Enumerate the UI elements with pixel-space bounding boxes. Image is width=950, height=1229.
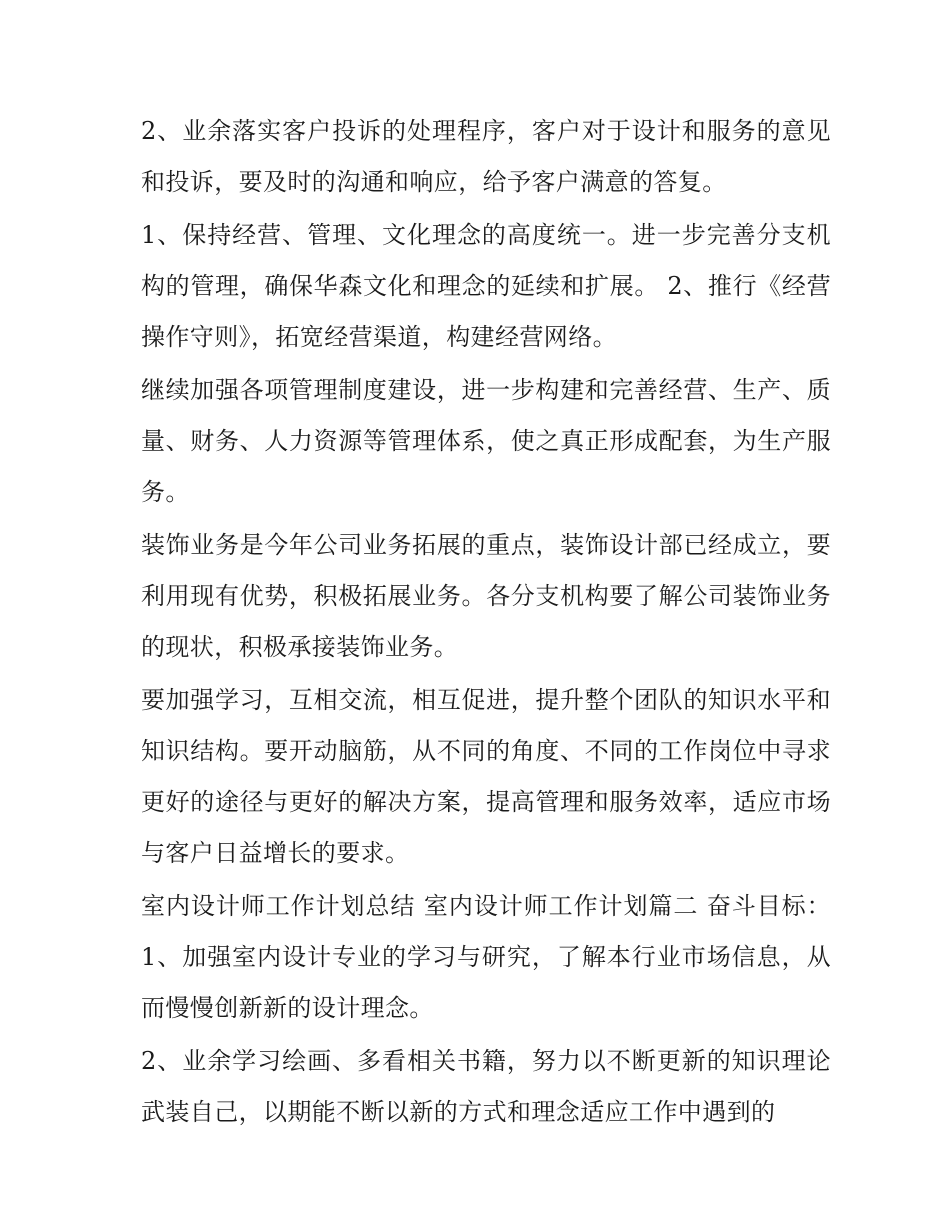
paragraph-learning-exchange: 要加强学习，互相交流，相互促进，提升整个团队的知识水平和知识结构。要开动脑筋，从不同的角度、不同的工作岗位中寻求更好的途径与更好的解决方案，提高管理和服务效率，适应市场与客户日益增长的要求。 [141, 686, 831, 867]
paragraph-management-system: 继续加强各项管理制度建设，进一步构建和完善经营、生产、质量、财务、人力资源等管理体系，使之真正形成配套，为生产服务。 [141, 376, 831, 506]
paragraph-unified-philosophy: 1、保持经营、管理、文化理念的高度统一。进一步完善分支机构的管理，确保华森文化和理念的延续和扩展。 2、推行《经营操作守则》，拓宽经营渠道，构建经营网络。 [141, 221, 831, 351]
paragraph-section-two-goals: 室内设计师工作计划总结 室内设计师工作计划篇二 奋斗目标： 1、加强室内设计专业的学习与研究，了解本行业市场信息，从而慢慢创新新的设计理念。 [141, 892, 831, 1022]
paragraph-decoration-business: 装饰业务是今年公司业务拓展的重点，装饰设计部已经成立，要利用现有优势，积极拓展业务。各分支机构要了解公司装饰业务的现状，积极承接装饰业务。 [141, 531, 831, 661]
paragraph-self-study: 2、业余学习绘画、多看相关书籍，努力以不断更新的知识理论武装自己，以期能不断以新的方式和理念适应工作中遇到的 [141, 1047, 831, 1126]
document-body [141, 106, 831, 1140]
paragraph-complaint-handling: 2、业余落实客户投诉的处理程序，客户对于设计和服务的意见和投诉，要及时的沟通和响应，给予客户满意的答复。 [141, 117, 831, 196]
